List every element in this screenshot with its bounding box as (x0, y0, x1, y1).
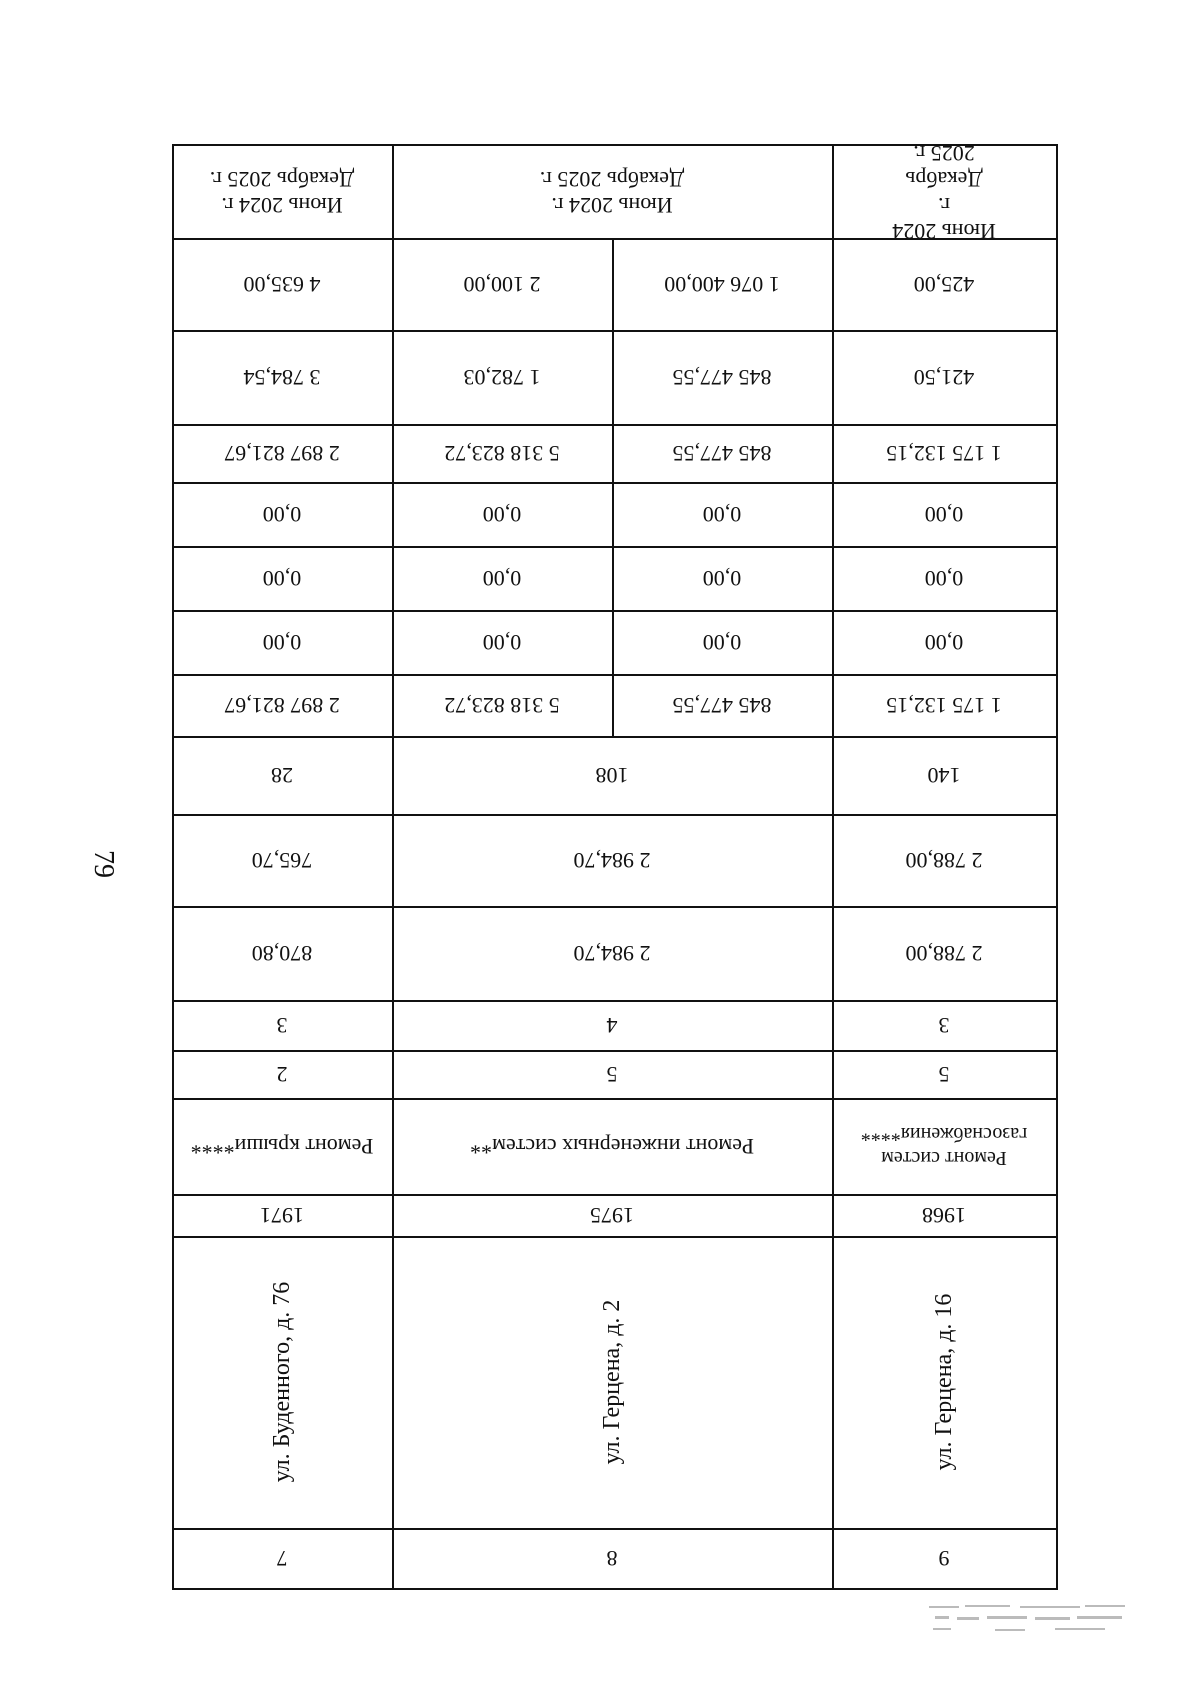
limit-cell: 2 100,00 (463, 272, 541, 297)
row-divider (174, 610, 1056, 612)
row-divider (174, 1050, 1056, 1052)
row-divider (174, 424, 1056, 426)
zero-cell: 0,00 (482, 630, 522, 655)
row-divider (174, 906, 1056, 908)
residents-cell: 140 (927, 763, 961, 788)
zero-cell: 0,00 (262, 502, 302, 527)
own-funds-cell: 2 897 821,67 (224, 441, 340, 466)
zero-cell: 0,00 (702, 502, 742, 527)
area-cell: 2 788,00 (905, 941, 983, 966)
area-cell: 765,70 (251, 848, 313, 873)
limit-cell: 1 076 400,00 (664, 272, 780, 297)
address-cell: ул. Герцена, д. 16 (931, 1293, 957, 1471)
year-cell: 1971 (260, 1203, 304, 1228)
zero-cell: 0,00 (702, 630, 742, 655)
count-cell: 3 (276, 1013, 288, 1038)
total-cost-cell: 5 318 823,72 (444, 693, 560, 718)
row-divider (174, 482, 1056, 484)
column-divider-inner (612, 238, 614, 736)
zero-cell: 0,00 (262, 566, 302, 591)
row-divider (174, 674, 1056, 676)
area-cell: 2 984,70 (573, 848, 651, 873)
work-type-cell: Ремонт инженерных систем** (470, 1134, 754, 1159)
row-divider (174, 546, 1056, 548)
zero-cell: 0,00 (924, 502, 964, 527)
own-funds-cell: 5 318 823,72 (444, 441, 560, 466)
count-cell: 4 (606, 1013, 618, 1038)
per-sqm-cell: 3 784,54 (243, 365, 321, 390)
column-divider (392, 146, 394, 1588)
zero-cell: 0,00 (924, 630, 964, 655)
own-funds-cell: 845 477,55 (672, 441, 772, 466)
row-divider (174, 1528, 1056, 1530)
work-type-cell: Ремонт крыши**** (190, 1134, 374, 1159)
limit-cell: 4 635,00 (243, 272, 321, 297)
period-cell: Июнь 2024 г. Декабрь 2025 г. (209, 167, 355, 218)
work-type-cell: Ремонт систем газоснабжения**** (860, 1123, 1028, 1169)
page-number: 79 (88, 850, 119, 878)
column-divider (832, 146, 834, 1588)
total-cost-cell: 2 897 821,67 (224, 693, 340, 718)
per-sqm-cell: 421,50 (913, 365, 975, 390)
own-funds-cell: 1 175 132,15 (886, 441, 1002, 466)
area-cell: 2 984,70 (573, 941, 651, 966)
area-cell: 2 788,00 (905, 848, 983, 873)
address-cell: ул. Герцена, д. 2 (599, 1299, 625, 1465)
row-divider (174, 736, 1056, 738)
row-divider (174, 814, 1056, 816)
count-cell: 5 (606, 1062, 618, 1087)
repair-program-table (172, 141, 1058, 1590)
row-divider (174, 1194, 1056, 1196)
year-cell: 1975 (590, 1203, 634, 1228)
row-divider (174, 330, 1056, 332)
period-cell: Июнь 2024 г. Декабрь 2025 г. (539, 167, 685, 218)
residents-cell: 28 (271, 763, 293, 788)
zero-cell: 0,00 (482, 566, 522, 591)
address-cell: ул. Буденного, д. 76 (269, 1281, 295, 1483)
row-divider (174, 1236, 1056, 1238)
zero-cell: 0,00 (482, 502, 522, 527)
zero-cell: 0,00 (924, 566, 964, 591)
row-number-cell: 8 (606, 1546, 618, 1571)
count-cell: 2 (276, 1062, 288, 1087)
row-divider (174, 1098, 1056, 1100)
count-cell: 3 (938, 1013, 950, 1038)
limit-cell: 425,00 (913, 272, 975, 297)
area-cell: 870,80 (251, 941, 313, 966)
scan-noise (925, 1602, 1130, 1638)
count-cell: 5 (938, 1062, 950, 1087)
year-cell: 1968 (922, 1203, 966, 1228)
period-cell: Июнь 2024 г. Декабрь 2025 г. (892, 141, 996, 244)
per-sqm-cell: 845 477,55 (672, 365, 772, 390)
residents-cell: 108 (595, 763, 629, 788)
per-sqm-cell: 1 782,03 (463, 365, 541, 390)
total-cost-cell: 1 175 132,15 (886, 693, 1002, 718)
row-number-cell: 9 (938, 1546, 950, 1571)
total-cost-cell: 845 477,55 (672, 693, 772, 718)
row-number-cell: 7 (276, 1546, 288, 1571)
zero-cell: 0,00 (702, 566, 742, 591)
row-divider (174, 1000, 1056, 1002)
zero-cell: 0,00 (262, 630, 302, 655)
